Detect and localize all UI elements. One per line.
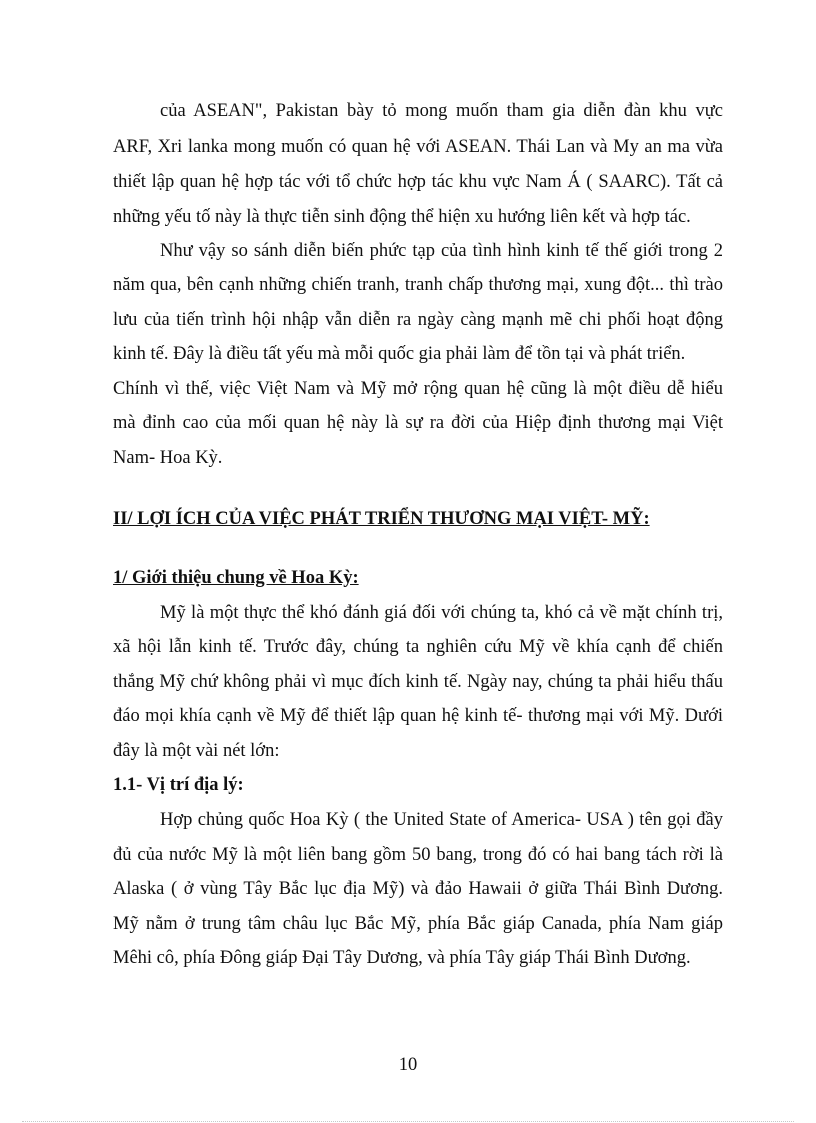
text-line: Chính vì thế, việc Việt Nam và Mỹ mở rộng quan hệ cũng là một điều dễ hiểu	[113, 379, 723, 399]
text-line: kinh tế. Đây là điều tất yếu mà mỗi quốc gia phải làm để tồn tại và phát triển.	[113, 344, 686, 364]
text-line: Mêhi cô, phía Đông giáp Đại Tây Dương, và phía Tây giáp Thái Bình Dương.	[113, 948, 691, 968]
page-border-line	[22, 1121, 794, 1122]
subsection-heading: 1/ Giới thiệu chung về Hoa Kỳ:	[113, 568, 359, 588]
text-line: mà đỉnh cao của mối quan hệ này là sự ra đời của Hiệp định thương mại Việt	[113, 413, 723, 433]
text-line: Alaska ( ở vùng Tây Bắc lục địa Mỹ) và đảo Hawaii ở giữa Thái Bình Dương.	[113, 879, 723, 899]
text-line: Mỹ là một thực thể khó đánh giá đối với chúng ta, khó cả về mặt chính trị,	[160, 603, 723, 623]
text-line: những yếu tố này là thực tiễn sinh động thể hiện xu hướng liên kết và hợp tác.	[113, 207, 691, 227]
text-line: năm qua, bên cạnh những chiến tranh, tranh chấp thương mại, xung đột... thì trào	[113, 275, 723, 295]
page-number: 10	[398, 1055, 418, 1075]
text-line: của ASEAN", Pakistan bày tỏ mong muốn tham gia diễn đàn khu vực	[160, 101, 723, 121]
text-line: đủ của nước Mỹ là một liên bang gồm 50 bang, trong đó có hai bang tách rời là	[113, 845, 723, 865]
text-line: đây là một vài nét lớn:	[113, 741, 280, 761]
text-line: xã hội lẫn kinh tế. Trước đây, chúng ta nghiên cứu Mỹ về khía cạnh để chiến	[113, 637, 723, 657]
text-line: thắng Mỹ chứ không phải vì mục đích kinh tế. Ngày nay, chúng ta phải hiểu thấu	[113, 672, 723, 692]
text-line: Nam- Hoa Kỳ.	[113, 448, 223, 468]
text-line: ARF, Xri lanka mong muốn có quan hệ với ASEAN. Thái Lan và My an ma vừa	[113, 137, 723, 157]
text-line: Như vậy so sánh diễn biến phức tạp của tình hình kinh tế thế giới trong 2	[160, 241, 723, 261]
text-line: lưu của tiến trình hội nhập vẫn diễn ra ngày càng mạnh mẽ chi phối hoạt động	[113, 310, 723, 330]
text-line: Mỹ nằm ở trung tâm châu lục Bắc Mỹ, phía Bắc giáp Canada, phía Nam giáp	[113, 914, 723, 934]
section-heading: II/ LỢI ÍCH CỦA VIỆC PHÁT TRIỂN THƯƠNG MẠI VIỆT- MỸ:	[113, 509, 650, 529]
text-line: Hợp chủng quốc Hoa Kỳ ( the United State of America- USA ) tên gọi đầy	[160, 810, 723, 830]
text-line: đáo mọi khía cạnh về Mỹ để thiết lập quan hệ kinh tế- thương mại với Mỹ. Dưới	[113, 706, 723, 726]
item-heading: 1.1- Vị trí địa lý:	[113, 775, 244, 795]
text-line: thiết lập quan hệ hợp tác với tổ chức hợp tác khu vực Nam Á ( SAARC). Tất cả	[113, 172, 723, 192]
